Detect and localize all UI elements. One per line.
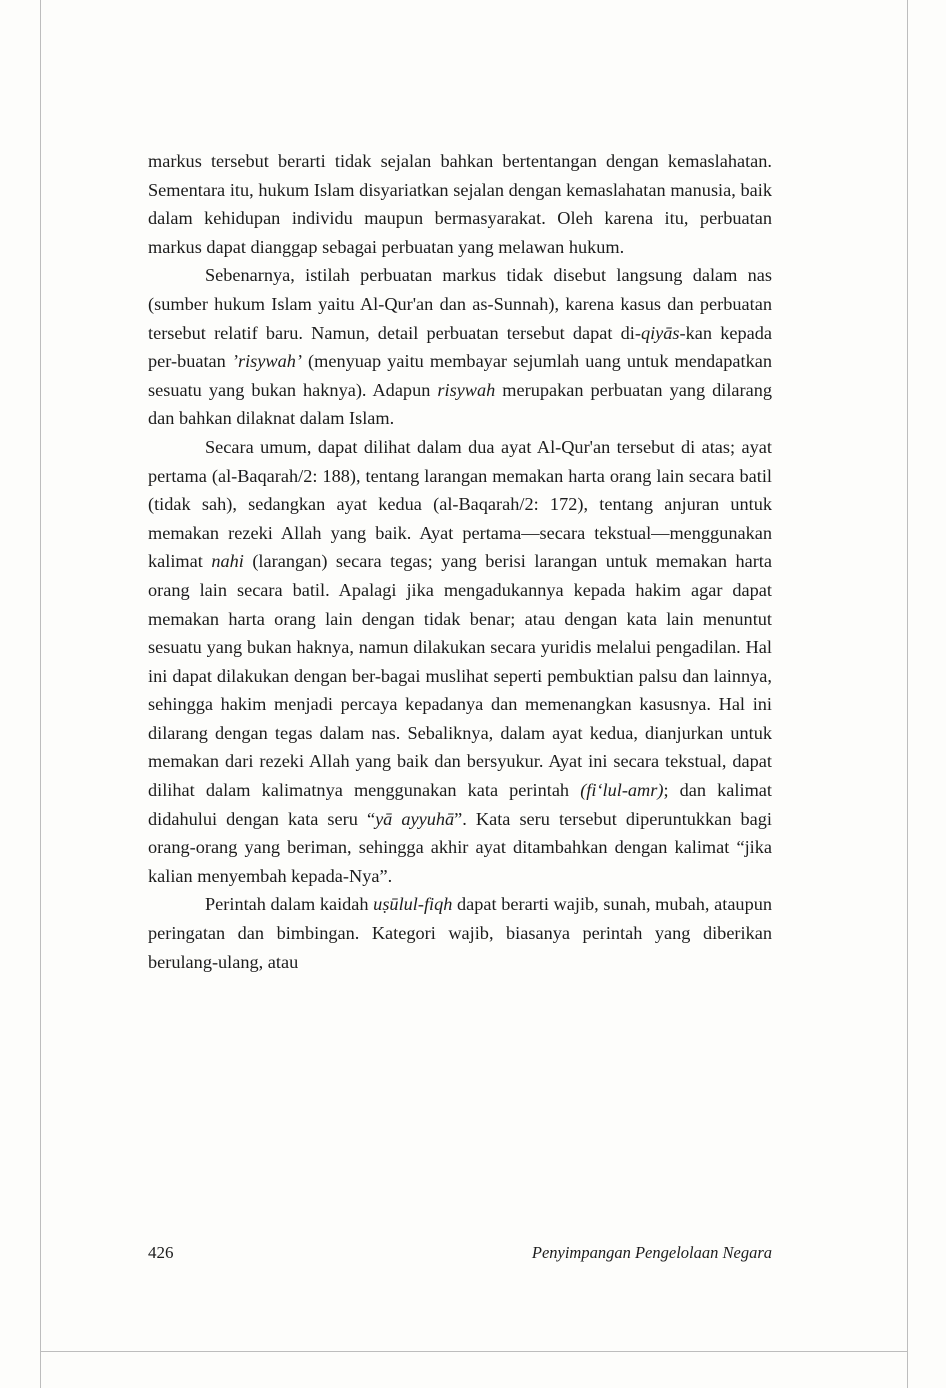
text-run: markus tersebut berarti tidak sejalan bahkan bertentangan dengan kemaslahatan. Sementara itu, hukum Islam disyariatkan sejalan dengan kemaslahatan manusia, baik dalam kehidupan individu maupun bermasyarakat. Oleh karena itu, perbuatan markus dapat dianggap sebagai perbuatan yang melawan hukum.	[148, 151, 772, 257]
italic-text-run: (fi‘lul-amr)	[580, 780, 664, 801]
page-border-bottom	[40, 1351, 908, 1352]
running-title: Penyimpangan Pengelolaan Negara	[531, 1243, 772, 1262]
text-run: ”. Kata seru tersebut diperuntukkan bagi orang-orang yang beriman, sehingga akhir ayat ditambahkan dengan kalimat “jika kalian menyembah kepada-Nya”.	[148, 808, 772, 886]
italic-text-run: nahi	[211, 551, 244, 572]
page-number: 426	[148, 1243, 174, 1262]
body-text	[148, 147, 772, 976]
text-run: -kan kepada per-buatan	[148, 322, 772, 372]
page-border-left	[40, 0, 41, 1388]
italic-text-run: risywah	[437, 379, 496, 400]
paragraph	[148, 890, 772, 976]
italic-text-run: uṣūlul-fiqh	[373, 894, 453, 915]
text-run: Perintah dalam kaidah	[205, 894, 374, 915]
italic-text-run: qiyās	[640, 322, 680, 343]
text-run: Sebenarnya, istilah perbuatan markus tidak disebut langsung dalam nas (sumber hukum Islam yaitu Al-Qur'an dan as-Sunnah), karena kasus dan perbuatan tersebut relatif baru. Namun, detail perbuatan tersebut dapat di-	[148, 265, 772, 343]
text-run: (menyuap yaitu membayar sejumlah uang untuk mendapatkan sesuatu yang bukan haknya). Adapun	[148, 351, 772, 400]
paragraph	[148, 261, 772, 433]
page-footer	[148, 1243, 772, 1263]
text-run: ; dan kalimat didahului dengan kata seru “	[148, 780, 772, 829]
text-run: dapat berarti wajib, sunah, mubah, ataupun peringatan dan bimbingan. Kategori wajib, biasanya perintah yang diberikan berulang-ulang, atau	[148, 894, 772, 972]
text-run: Secara umum, dapat dilihat dalam dua ayat Al-Qur'an tersebut di atas; ayat pertama (al-Baqarah/2: 188), tentang larangan memakan harta orang lain secara batil (tidak sah), sedangkan ayat kedua (al-Baqarah/2: 172), tentang anjuran untuk memakan rezeki Allah yang baik. Ayat pertama—secara tekstual—menggunakan kalimat	[148, 436, 772, 572]
italic-text-run: ’risywah’	[231, 351, 302, 372]
italic-text-run: yā ayyuhā	[375, 808, 455, 829]
text-run: (larangan) secara tegas; yang berisi larangan untuk memakan harta orang lain secara batil. Apalagi jika mengadukannya kepada hakim agar dapat memakan harta orang lain dengan tidak benar; atau dengan kata lain menuntut sesuatu yang bukan haknya, namun dilakukan secara yuridis melalui pengadilan. Hal ini dapat dilakukan dengan ber-bagai muslihat seperti pembuktian palsu dan lainnya, sehingga hakim menjadi percaya kepadanya dan memenangkan kasusnya. Hal ini dilarang dengan tegas dalam nas. Sebaliknya, dalam ayat kedua, dianjurkan untuk memakan dari rezeki Allah yang baik dan bersyukur. Ayat ini secara tekstual, dapat dilihat dalam kalimatnya menggunakan kata perintah	[148, 551, 772, 801]
paragraph	[148, 147, 772, 261]
paragraph	[148, 433, 772, 891]
page-border-right	[907, 0, 908, 1388]
text-run: merupakan perbuatan yang dilarang dan bahkan dilaknat dalam Islam.	[148, 379, 773, 429]
